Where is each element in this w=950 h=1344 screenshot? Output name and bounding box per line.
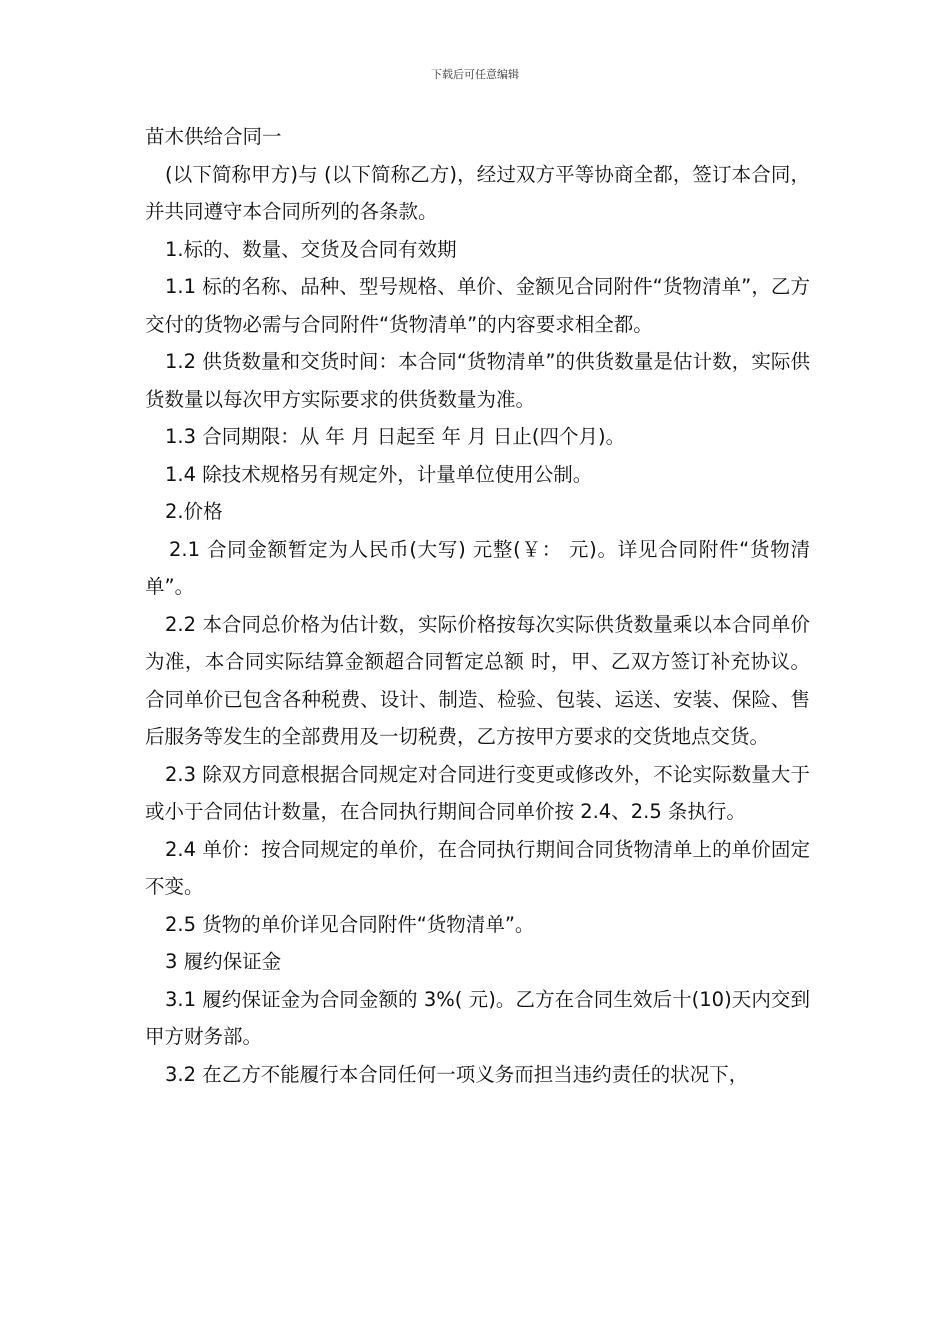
document-body [145, 118, 810, 1093]
page-header: 下载后可任意编辑 [431, 68, 519, 81]
paragraph: 2.3 除双方同意根据合同规定对合同进行变更或修改外，不论实际数量大于或小于合同估计数量，在合同执行期间合同单价按 2.4、2.5 条执行。 [145, 762, 810, 823]
paragraph: 1.4 除技术规格另有规定外，计量单位使用公制。 [165, 462, 593, 486]
paragraph: 1.3 合同期限：从 年 月 日起至 年 月 日止(四个月)。 [165, 425, 626, 448]
section-heading: 3 履约保证金 [165, 950, 282, 973]
section-heading: 2.价格 [165, 500, 223, 523]
paragraph: 2.4 单价：按合同规定的单价，在合同执行期间合同货物清单上的单价固定不变。 [145, 837, 810, 898]
paragraph: (以下简称甲方)与 (以下简称乙方)，经过双方平等协商全都，签订本合同，并共同遵守本合同所列的各条款。 [145, 162, 810, 223]
paragraph: 2.5 货物的单价详见合同附件“货物清单”。 [165, 912, 535, 936]
paragraph: 1.1 标的名称、品种、型号规格、单价、金额见合同附件“货物清单”，乙方交付的货物必需与合同附件“货物清单”的内容要求相全都。 [145, 275, 810, 336]
paragraph: 2.1 合同金额暂定为人民币(大写) 元整(￥： 元)。详见合同附件“货物清单”。 [145, 537, 810, 598]
document-title: 苗木供给合同一 [145, 125, 282, 148]
paragraph: 3.2 在乙方不能履行本合同任何一项义务而担当违约责任的状况下， [165, 1062, 749, 1086]
paragraph: 2.2 本合同总价格为估计数，实际价格按每次实际供货数量乘以本合同单价为准，本合同实际结算金额超合同暂定总额 时，甲、乙双方签订补充协议。合同单价已包含各种税费、设计、制造、检验、包装、运送、安装、保险、售后服务等发生的全部费用及一切税费，乙方按甲方要求的交货地点交货。 [145, 612, 810, 748]
section-heading: 1.标的、数量、交货及合同有效期 [165, 237, 457, 261]
paragraph: 1.2 供货数量和交货时间：本合同“货物清单”的供货数量是估计数，实际供货数量以每次甲方实际要求的供货数量为准。 [145, 350, 810, 411]
paragraph: 3.1 履约保证金为合同金额的 3%( 元)。乙方在合同生效后十(10)天内交到甲方财务部。 [145, 987, 810, 1048]
